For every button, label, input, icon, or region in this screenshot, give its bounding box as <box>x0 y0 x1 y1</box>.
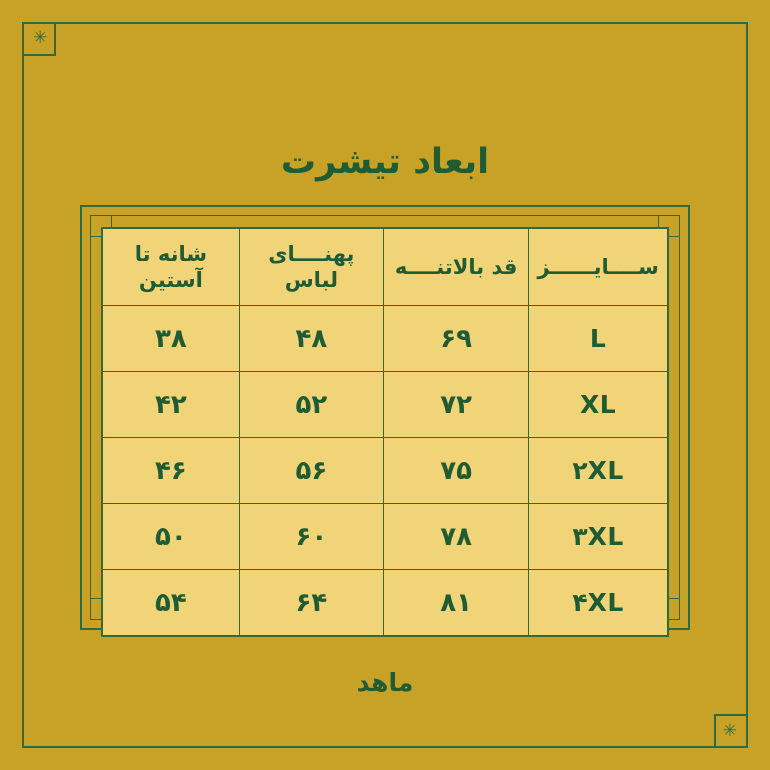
table-row <box>103 438 668 504</box>
table-row <box>103 372 668 438</box>
star-icon-top-left: ✳ <box>33 28 48 48</box>
column-header-chest-width: پهنــــای لباس <box>239 229 383 306</box>
cell-body-length: ۷۵ <box>383 438 528 504</box>
cell-size: ۲XL <box>529 438 668 504</box>
cell-size: L <box>529 306 668 372</box>
cell-shoulder: ۴۶ <box>103 438 240 504</box>
cell-chest-width: ۶۰ <box>239 504 383 570</box>
cell-size: XL <box>529 372 668 438</box>
table-header-row <box>103 229 668 306</box>
cell-shoulder: ۴۲ <box>103 372 240 438</box>
cell-body-length: ۷۲ <box>383 372 528 438</box>
table-header <box>103 229 668 306</box>
cell-body-length: ۸۱ <box>383 570 528 636</box>
size-chart-table <box>102 228 668 636</box>
cell-chest-width: ۵۶ <box>239 438 383 504</box>
brand-logo: ماهد <box>356 668 414 697</box>
cell-shoulder: ۳۸ <box>103 306 240 372</box>
cell-size: ۴XL <box>529 570 668 636</box>
cell-chest-width: ۵۲ <box>239 372 383 438</box>
table-row <box>103 504 668 570</box>
cell-shoulder: ۵۴ <box>103 570 240 636</box>
page-title: ابعاد تیشرت <box>280 142 490 182</box>
cell-body-length: ۶۹ <box>383 306 528 372</box>
cell-chest-width: ۶۴ <box>239 570 383 636</box>
cell-chest-width: ۴۸ <box>239 306 383 372</box>
table-row <box>103 306 668 372</box>
cell-body-length: ۷۸ <box>383 504 528 570</box>
cell-shoulder: ۵۰ <box>103 504 240 570</box>
table-row <box>103 570 668 636</box>
table-body <box>103 306 668 636</box>
column-header-shoulder-to-sleeve: شانه تا آستین <box>103 229 240 306</box>
cell-size: ۳XL <box>529 504 668 570</box>
column-header-size: ســــایــــــز <box>529 229 668 306</box>
column-header-body-length: قد بالاتنــــه <box>383 229 528 306</box>
star-icon-bottom-right: ✳ <box>722 721 737 741</box>
